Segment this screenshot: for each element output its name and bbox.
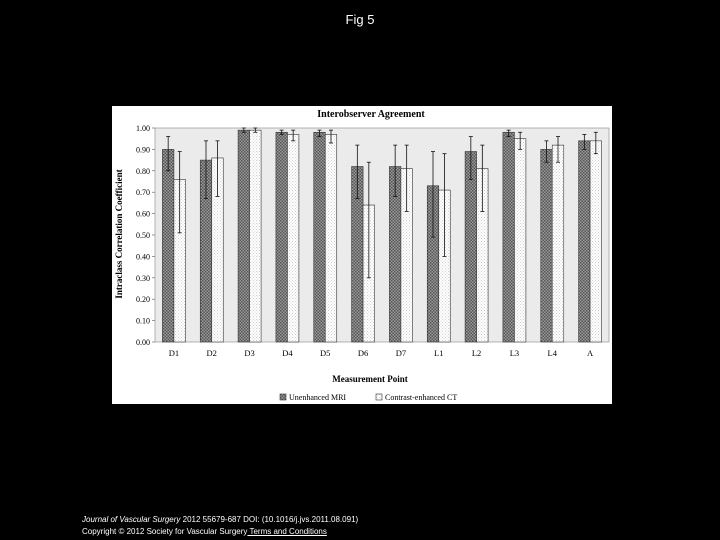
journal-name: Journal of Vascular Surgery [82, 515, 181, 524]
x-tick-label: D6 [357, 348, 369, 358]
y-tick-label: 0.10 [136, 316, 150, 326]
bar [314, 132, 326, 342]
bar [541, 149, 553, 342]
bar [325, 134, 337, 342]
y-tick-label: 0.80 [136, 166, 150, 176]
bar [503, 132, 514, 342]
bar [238, 130, 250, 342]
bar [579, 141, 591, 342]
x-tick-label: D1 [168, 348, 180, 358]
x-tick-label: L3 [509, 348, 520, 358]
terms-link[interactable]: Terms and Conditions [247, 527, 327, 536]
legend-swatch [376, 394, 382, 400]
legend [280, 393, 457, 402]
plot-area [136, 124, 609, 358]
figure-title: Fig 5 [345, 12, 375, 27]
citation: 2012 55679-687 DOI: (10.1016/j.jvs.2011.08.091) [180, 515, 359, 524]
x-tick-label: L1 [434, 348, 444, 358]
footer-citation-line [82, 514, 358, 526]
bar [465, 152, 477, 342]
bar [287, 134, 299, 342]
bar [552, 145, 564, 342]
chart-title: Interobserver Agreement [317, 109, 425, 120]
legend-label: Unenhanced MRI [289, 393, 347, 402]
bar [162, 149, 174, 342]
bar [514, 139, 526, 342]
y-tick-label: 0.40 [136, 252, 150, 262]
y-tick-label: 0.70 [136, 188, 150, 198]
bar [590, 141, 602, 342]
y-tick-label: 0.20 [136, 295, 150, 305]
y-tick-label: 0.50 [136, 231, 150, 240]
bar [276, 132, 288, 342]
bar-chart [112, 106, 612, 404]
legend-swatch [280, 394, 286, 400]
x-tick-label: A [587, 348, 594, 358]
legend-label: Contrast-enhanced CT [385, 393, 458, 402]
x-tick-label: D2 [206, 348, 217, 358]
y-tick-label: 1.00 [136, 124, 150, 133]
x-tick-label: D7 [395, 348, 407, 358]
chart-panel [112, 106, 612, 404]
x-axis-label: Measurement Point [332, 374, 408, 384]
y-tick-label: 0.00 [136, 338, 150, 347]
x-tick-label: L2 [471, 348, 482, 358]
y-tick-label: 0.60 [136, 209, 150, 219]
bar [250, 130, 261, 342]
footer-copyright-line [82, 526, 358, 538]
y-tick-label: 0.30 [136, 273, 150, 283]
x-tick-label: D4 [282, 348, 293, 358]
y-tick-label: 0.90 [136, 145, 150, 155]
footer [82, 514, 358, 538]
x-tick-label: D5 [320, 348, 331, 358]
copyright: Copyright © 2012 Society for Vascular Surgery [82, 527, 248, 536]
y-axis-label: Intraclass Correlation Coefficient [114, 169, 124, 299]
x-tick-label: L4 [547, 348, 557, 358]
x-tick-label: D3 [244, 348, 255, 358]
